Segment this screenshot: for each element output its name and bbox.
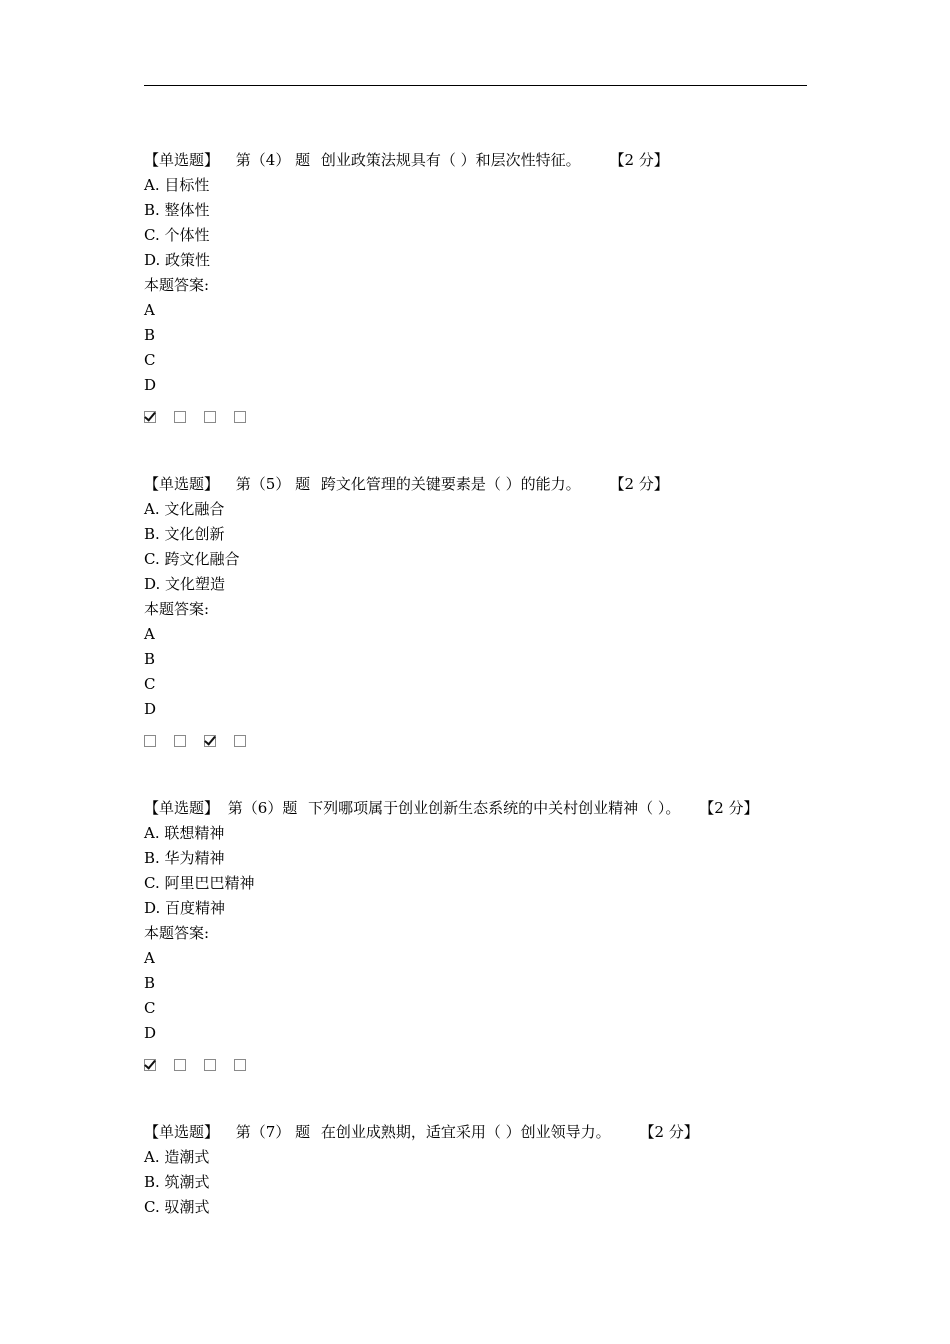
checkbox-d[interactable] — [234, 735, 246, 747]
question-text: 创业政策法规具有（ ）和层次性特征。 — [320, 151, 581, 169]
answer-label: 本题答案: — [144, 924, 210, 942]
checkbox-b[interactable] — [174, 1059, 186, 1071]
option-b: B. 筑潮式 — [144, 1173, 210, 1191]
question-number: 第（7） 题 — [235, 1123, 311, 1141]
answer-choice-d: D — [144, 1024, 157, 1042]
answer-choice-a: A — [144, 625, 155, 643]
option-b: B. 华为精神 — [144, 849, 225, 867]
option-b: B. 整体性 — [144, 201, 210, 219]
question-header — [144, 148, 824, 173]
question-type: 【单选题】 — [144, 151, 220, 169]
checkbox-c[interactable] — [204, 411, 216, 423]
answer-checkboxes — [144, 735, 824, 751]
option-c: C. 驭潮式 — [144, 1198, 210, 1216]
checkbox-a[interactable] — [144, 1059, 156, 1071]
question-6 — [144, 796, 824, 1075]
option-a: A. 造潮式 — [144, 1148, 210, 1166]
question-5 — [144, 472, 824, 751]
option-c: C. 个体性 — [144, 226, 210, 244]
checkbox-a[interactable] — [144, 735, 156, 747]
question-points: 【2 分】 — [609, 151, 669, 169]
question-text: 跨文化管理的关键要素是（ ）的能力。 — [320, 475, 581, 493]
answer-choice-b: B — [144, 650, 156, 668]
option-a: A. 联想精神 — [144, 824, 225, 842]
question-text: 下列哪项属于创业创新生态系统的中关村创业精神（ ）。 — [308, 799, 681, 817]
answer-label: 本题答案: — [144, 276, 210, 294]
header-rule — [144, 85, 807, 86]
question-text: 在创业成熟期，适宜采用（ ）创业领导力。 — [320, 1123, 611, 1141]
option-a: A. 目标性 — [144, 176, 210, 194]
answer-checkboxes — [144, 411, 824, 427]
checkbox-d[interactable] — [234, 411, 246, 423]
checkbox-c[interactable] — [204, 1059, 216, 1071]
answer-choice-a: A — [144, 301, 155, 319]
answer-choice-d: D — [144, 700, 157, 718]
question-number: 第（4） 题 — [235, 151, 311, 169]
answer-choice-d: D — [144, 376, 157, 394]
question-number: 第（6）题 — [227, 799, 298, 817]
checkbox-b[interactable] — [174, 411, 186, 423]
checkbox-c[interactable] — [204, 735, 216, 747]
question-type: 【单选题】 — [144, 475, 220, 493]
answer-choice-c: C — [144, 675, 156, 693]
answer-choice-c: C — [144, 351, 156, 369]
checkbox-b[interactable] — [174, 735, 186, 747]
checkbox-a[interactable] — [144, 411, 156, 423]
option-a: A. 文化融合 — [144, 500, 225, 518]
answer-choice-b: B — [144, 326, 156, 344]
question-header — [144, 1120, 824, 1145]
question-header — [144, 796, 824, 821]
question-header — [144, 472, 824, 497]
answer-checkboxes — [144, 1059, 824, 1075]
option-d: D. 政策性 — [144, 251, 211, 269]
question-number: 第（5） 题 — [235, 475, 311, 493]
answer-choice-a: A — [144, 949, 155, 967]
option-d: D. 文化塑造 — [144, 575, 226, 593]
checkbox-d[interactable] — [234, 1059, 246, 1071]
question-points: 【2 分】 — [699, 799, 759, 817]
answer-choice-b: B — [144, 974, 156, 992]
question-points: 【2 分】 — [639, 1123, 699, 1141]
answer-label: 本题答案: — [144, 600, 210, 618]
option-c: C. 阿里巴巴精神 — [144, 874, 255, 892]
question-type: 【单选题】 — [144, 799, 220, 817]
option-d: D. 百度精神 — [144, 899, 226, 917]
option-c: C. 跨文化融合 — [144, 550, 240, 568]
question-4 — [144, 148, 824, 427]
question-points: 【2 分】 — [609, 475, 669, 493]
answer-choice-c: C — [144, 999, 156, 1017]
question-7 — [144, 1120, 824, 1220]
question-type: 【单选题】 — [144, 1123, 220, 1141]
option-b: B. 文化创新 — [144, 525, 225, 543]
